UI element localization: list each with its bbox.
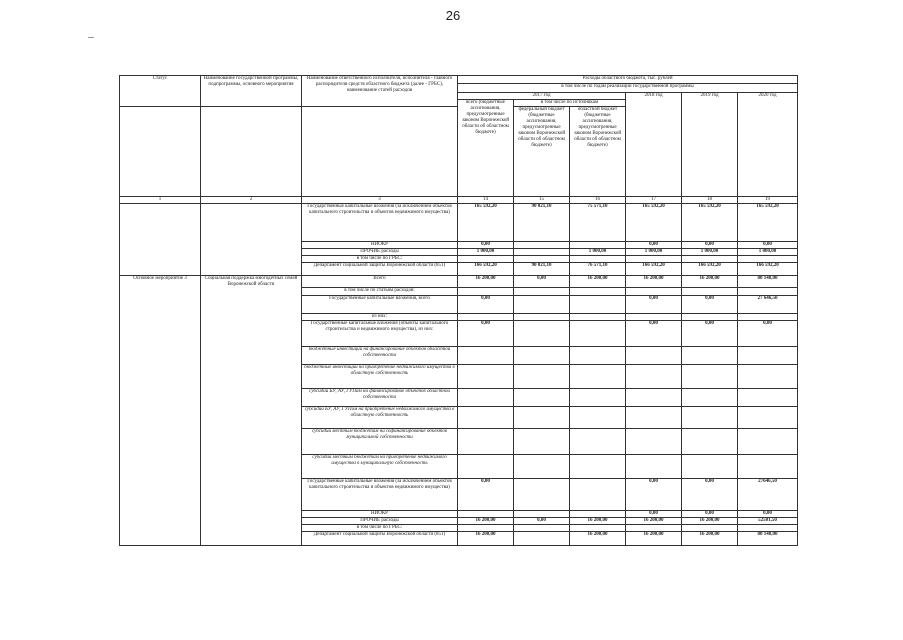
value-cell	[514, 296, 570, 314]
value-cell: 75 571,10	[570, 204, 626, 242]
header-federal-col: федеральный бюджет (бюджетные ассигнования, предусмотренные законом Воронежской области об областном бюджете)	[514, 107, 570, 197]
value-cell: 1 000,00	[738, 249, 798, 256]
value-cell	[514, 365, 570, 389]
expense-item-label: субсидии БУ, АУ, ГУПам на приобретение недвижимого имущества в областную собственность	[302, 407, 458, 429]
value-cell: 90 021,10	[514, 204, 570, 242]
value-cell: 0,00	[682, 511, 738, 518]
value-cell	[514, 288, 570, 296]
expense-item-label: Государственные капитальные вложения, всего	[302, 296, 458, 314]
value-cell	[514, 321, 570, 347]
value-cell: 16 200,00	[682, 518, 738, 525]
value-cell	[570, 479, 626, 511]
value-cell: 166 592,20	[682, 263, 738, 276]
table-row	[120, 204, 798, 242]
value-cell	[458, 407, 514, 429]
col-number: 14	[458, 197, 514, 204]
value-cell: 165 592,20	[682, 204, 738, 242]
expense-item-label: субсидии БУ, АУ, ГУПам на финансирование объектов областной собственности	[302, 389, 458, 407]
header-blank	[302, 107, 458, 197]
value-cell	[514, 455, 570, 479]
value-cell	[738, 365, 798, 389]
value-cell	[682, 365, 738, 389]
value-cell: 0,00	[514, 518, 570, 525]
header-blank	[201, 107, 302, 197]
value-cell: 0,00	[682, 296, 738, 314]
value-cell	[514, 347, 570, 365]
value-cell	[570, 321, 626, 347]
col-number: 2	[201, 197, 302, 204]
value-cell	[514, 479, 570, 511]
value-cell	[514, 389, 570, 407]
value-cell	[458, 256, 514, 263]
value-cell: 1 000,00	[626, 249, 682, 256]
value-cell	[738, 256, 798, 263]
value-cell: 166 592,20	[626, 263, 682, 276]
program-name-cell	[201, 204, 302, 276]
value-cell: 16 200,00	[570, 276, 626, 288]
expense-item-label: Департамент социальной защиты Воронежской области (851)	[302, 532, 458, 546]
col-number: 19	[738, 197, 798, 204]
value-cell: 27646,50	[738, 479, 798, 511]
header-status: Статус	[120, 76, 201, 107]
expense-item-label: Департамент социальной защиты Воронежской области (851)	[302, 263, 458, 276]
value-cell: 166 592,20	[738, 263, 798, 276]
value-cell: 1 000,00	[570, 249, 626, 256]
value-cell: 16 200,00	[458, 276, 514, 288]
value-cell: 27 646,50	[738, 296, 798, 314]
value-cell	[514, 429, 570, 455]
value-cell	[570, 455, 626, 479]
expense-item-label: НИОКР	[302, 511, 458, 518]
value-cell: 52501,50	[738, 518, 798, 525]
value-cell	[626, 525, 682, 532]
status-cell	[120, 204, 201, 276]
value-cell	[626, 389, 682, 407]
value-cell: 0,00	[682, 479, 738, 511]
value-cell	[738, 389, 798, 407]
value-cell	[626, 365, 682, 389]
expense-item-label: Всего	[302, 276, 458, 288]
budget-table	[119, 75, 798, 546]
value-cell	[514, 532, 570, 546]
value-cell: 16 200,00	[570, 518, 626, 525]
header-program-name: Наименование государственной программы, подпрограммы, основного мероприятия	[201, 76, 302, 107]
value-cell: 0,00	[738, 511, 798, 518]
value-cell: 0,00	[458, 296, 514, 314]
value-cell: 165 592,20	[738, 204, 798, 242]
value-cell: 0,00	[682, 321, 738, 347]
value-cell: 0,00	[626, 479, 682, 511]
value-cell: 16 200,00	[682, 276, 738, 288]
value-cell	[738, 347, 798, 365]
header-expenses-title: Расходы областного бюджета, тыс. рублей	[458, 76, 798, 84]
value-cell	[514, 407, 570, 429]
value-cell: 165 592,20	[458, 204, 514, 242]
value-cell	[738, 455, 798, 479]
col-number: 16	[570, 197, 626, 204]
value-cell: 90 021,10	[514, 263, 570, 276]
value-cell	[458, 288, 514, 296]
value-cell	[570, 314, 626, 321]
value-cell	[682, 525, 738, 532]
value-cell: 1 000,00	[682, 249, 738, 256]
expense-item-label: ПРОЧИЕ расходы	[302, 249, 458, 256]
value-cell: 16 200,00	[458, 532, 514, 546]
header-executor: Наименование ответственного исполнителя, исполнителя - главного распорядителя средств областного бюджета (далее - ГРБС), наименование статей расходов	[302, 76, 458, 107]
value-cell	[514, 525, 570, 532]
value-cell	[570, 347, 626, 365]
header-by-sources: в том числе по источникам	[514, 100, 626, 107]
header-row-1	[120, 76, 798, 84]
expense-item-label: Государственные капитальные вложения (объекты капитального строительства и недвижимого имущества), из них:	[302, 321, 458, 347]
expense-item-label: в том числе по ГРБС:	[302, 525, 458, 532]
value-cell: 0,00	[626, 242, 682, 249]
expense-item-label: в том числе по ГРБС:	[302, 256, 458, 263]
value-cell	[682, 389, 738, 407]
value-cell: 80 148,00	[738, 532, 798, 546]
value-cell	[570, 429, 626, 455]
value-cell	[682, 314, 738, 321]
column-numbers-row	[120, 197, 798, 204]
header-year-2017: 2017 год	[458, 93, 626, 100]
value-cell	[682, 347, 738, 365]
value-cell	[514, 256, 570, 263]
value-cell	[570, 242, 626, 249]
status-cell: Основное мероприятие 3	[120, 276, 201, 546]
value-cell: 16 200,00	[626, 276, 682, 288]
col-number: 17	[626, 197, 682, 204]
value-cell: 0,00	[738, 321, 798, 347]
value-cell	[570, 389, 626, 407]
value-cell: 80 148,00	[738, 276, 798, 288]
expense-item-label: бюджетные инвестиции на финансирование объектов областной собственности	[302, 347, 458, 365]
value-cell	[738, 407, 798, 429]
value-cell	[682, 455, 738, 479]
value-cell	[682, 407, 738, 429]
value-cell: 0,00	[738, 242, 798, 249]
expense-item-label: субсидии местным бюджетам на приобретение недвижимого имущества в муниципальную собственность	[302, 455, 458, 479]
value-cell	[570, 525, 626, 532]
value-cell	[682, 256, 738, 263]
value-cell: 165 592,20	[626, 204, 682, 242]
value-cell	[514, 249, 570, 256]
value-cell	[458, 429, 514, 455]
expense-item-label: Государственные капитальные вложения (за исключением объектов капитального строительства и объектов недвижимого имущества)	[302, 479, 458, 511]
col-number: 15	[514, 197, 570, 204]
value-cell: 0,00	[626, 511, 682, 518]
value-cell: 16 200,00	[626, 518, 682, 525]
expense-item-label: НИОКР	[302, 242, 458, 249]
table-row	[120, 276, 798, 288]
value-cell: 0,00	[458, 479, 514, 511]
value-cell	[682, 429, 738, 455]
value-cell	[626, 455, 682, 479]
value-cell	[570, 365, 626, 389]
value-cell	[738, 525, 798, 532]
value-cell	[514, 314, 570, 321]
value-cell: 16 200,00	[682, 532, 738, 546]
header-by-years: в том числе по годам реализации государственной программы	[458, 84, 798, 93]
expense-item-label: ПРОЧИЕ расходы	[302, 518, 458, 525]
value-cell: 76 571,10	[570, 263, 626, 276]
value-cell	[738, 429, 798, 455]
scan-artifact	[88, 37, 94, 38]
value-cell	[458, 511, 514, 518]
value-cell: 166 592,20	[458, 263, 514, 276]
value-cell: 1 000,00	[458, 249, 514, 256]
header-regional-col: областной бюджет (бюджетные ассигнования, предусмотренные законом Воронежской области об областном бюджете)	[570, 107, 626, 197]
expense-item-label: Государственные капитальные вложения (за исключением объектов капитального строительства и объектов недвижимого имущества)	[302, 204, 458, 242]
value-cell	[738, 314, 798, 321]
program-name-cell: Социальная поддержка многодетных семей Воронежской области	[201, 276, 302, 546]
value-cell: 16 200,00	[570, 532, 626, 546]
value-cell	[458, 389, 514, 407]
value-cell	[626, 347, 682, 365]
value-cell	[570, 511, 626, 518]
value-cell	[570, 256, 626, 263]
value-cell	[570, 407, 626, 429]
value-cell: 0,00	[514, 276, 570, 288]
col-number: 1	[120, 197, 201, 204]
value-cell	[458, 347, 514, 365]
value-cell	[458, 455, 514, 479]
value-cell	[570, 296, 626, 314]
value-cell: 0,00	[458, 242, 514, 249]
value-cell: 0,00	[626, 321, 682, 347]
value-cell	[458, 365, 514, 389]
header-2018: 2018 год	[626, 93, 682, 197]
header-blank	[120, 107, 201, 197]
col-number: 3	[302, 197, 458, 204]
header-2019: 2019 год	[682, 93, 738, 197]
value-cell: 16 200,00	[458, 518, 514, 525]
value-cell	[458, 314, 514, 321]
value-cell	[570, 288, 626, 296]
expense-item-label: в том числе по статьям расходов:	[302, 288, 458, 296]
header-2020: 2020 год	[738, 93, 798, 197]
value-cell	[682, 288, 738, 296]
value-cell	[626, 256, 682, 263]
expense-item-label: бюджетные инвестиции на приобретение недвижимого имущества в областную собственность	[302, 365, 458, 389]
value-cell	[626, 407, 682, 429]
value-cell	[738, 288, 798, 296]
value-cell	[626, 314, 682, 321]
value-cell: 0,00	[626, 296, 682, 314]
value-cell	[626, 288, 682, 296]
value-cell: 16 200,00	[626, 532, 682, 546]
value-cell	[514, 242, 570, 249]
expense-item-label: субсидии местным бюджетам на софинансирование объектов муниципальной собственности	[302, 429, 458, 455]
header-total-col: всего (бюджетные ассигнования, предусмотренные законом Воронежской области об областном бюджете)	[458, 100, 514, 197]
value-cell	[626, 429, 682, 455]
value-cell	[514, 511, 570, 518]
value-cell	[458, 525, 514, 532]
page-number: 26	[445, 8, 461, 23]
expense-item-label: из них:	[302, 314, 458, 321]
col-number: 18	[682, 197, 738, 204]
value-cell: 0,00	[458, 321, 514, 347]
value-cell: 0,00	[682, 242, 738, 249]
